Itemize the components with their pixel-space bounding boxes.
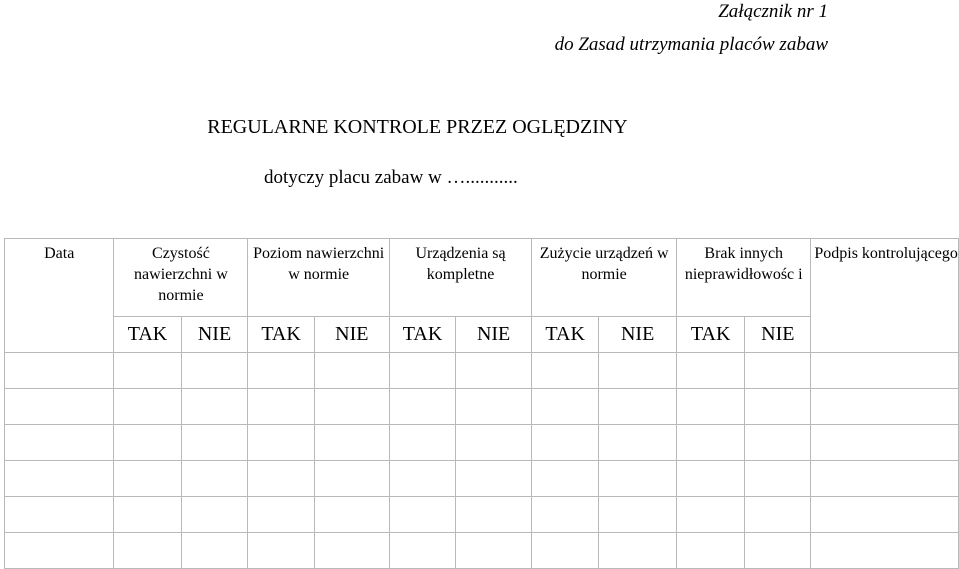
header-inspector-signature: Podpis kontrolującego bbox=[811, 239, 959, 353]
table-cell bbox=[389, 425, 455, 461]
table-cell bbox=[532, 389, 599, 425]
table-cell bbox=[314, 389, 389, 425]
table-cell bbox=[745, 389, 811, 425]
table-cell bbox=[599, 461, 677, 497]
document-subtitle: dotyczy placu zabaw w …........... bbox=[264, 167, 518, 188]
table-row bbox=[5, 353, 959, 389]
table-cell bbox=[389, 461, 455, 497]
table-cell bbox=[599, 425, 677, 461]
table-cell bbox=[745, 353, 811, 389]
table-row bbox=[5, 461, 959, 497]
table-cell bbox=[456, 389, 532, 425]
table-cell bbox=[389, 533, 455, 569]
table-cell bbox=[248, 497, 314, 533]
table-cell bbox=[745, 425, 811, 461]
table-cell bbox=[114, 461, 181, 497]
table-cell bbox=[677, 425, 745, 461]
table-cell bbox=[181, 353, 248, 389]
table-row bbox=[5, 497, 959, 533]
table-cell bbox=[181, 497, 248, 533]
table-cell bbox=[599, 353, 677, 389]
header-row bbox=[5, 239, 959, 317]
table-cell bbox=[114, 533, 181, 569]
header-surface-cleanliness: Czystość nawierzchni w normie bbox=[114, 239, 248, 317]
table-cell bbox=[314, 497, 389, 533]
table-cell bbox=[181, 461, 248, 497]
yes-label: TAK bbox=[248, 317, 314, 353]
table-cell bbox=[114, 389, 181, 425]
table-cell bbox=[745, 533, 811, 569]
table-cell bbox=[456, 533, 532, 569]
table-cell bbox=[5, 389, 114, 425]
table-body bbox=[5, 353, 959, 569]
table-cell bbox=[532, 533, 599, 569]
table-cell bbox=[314, 533, 389, 569]
table-cell bbox=[599, 497, 677, 533]
table-cell bbox=[677, 533, 745, 569]
header-date: Data bbox=[5, 239, 114, 353]
no-label: NIE bbox=[599, 317, 677, 353]
table-cell bbox=[248, 461, 314, 497]
table-cell bbox=[811, 497, 959, 533]
yes-label: TAK bbox=[677, 317, 745, 353]
table-cell bbox=[181, 389, 248, 425]
table-row bbox=[5, 425, 959, 461]
header-equipment-wear: Zużycie urządzeń w normie bbox=[532, 239, 677, 317]
table-cell bbox=[811, 425, 959, 461]
no-label: NIE bbox=[314, 317, 389, 353]
table-cell bbox=[456, 461, 532, 497]
table-cell bbox=[456, 497, 532, 533]
table-row bbox=[5, 389, 959, 425]
table-cell bbox=[248, 533, 314, 569]
no-label: NIE bbox=[181, 317, 248, 353]
table-cell bbox=[811, 389, 959, 425]
table-cell bbox=[5, 461, 114, 497]
table-cell bbox=[599, 533, 677, 569]
table-cell bbox=[181, 425, 248, 461]
table-cell bbox=[677, 497, 745, 533]
table-cell bbox=[532, 497, 599, 533]
header-no-other-irregularities: Brak innych nieprawidłowośc i bbox=[677, 239, 811, 317]
table-cell bbox=[5, 533, 114, 569]
annex-reference: do Zasad utrzymania placów zabaw bbox=[554, 34, 828, 55]
inspection-table bbox=[4, 238, 959, 569]
table-cell bbox=[389, 389, 455, 425]
table-cell bbox=[248, 425, 314, 461]
table-cell bbox=[389, 497, 455, 533]
table-cell bbox=[114, 425, 181, 461]
table-cell bbox=[811, 533, 959, 569]
table-cell bbox=[248, 353, 314, 389]
table-cell bbox=[532, 425, 599, 461]
yes-label: TAK bbox=[532, 317, 599, 353]
table-cell bbox=[599, 389, 677, 425]
table-cell bbox=[811, 461, 959, 497]
no-label: NIE bbox=[745, 317, 811, 353]
table-cell bbox=[677, 389, 745, 425]
table-cell bbox=[677, 353, 745, 389]
table-cell bbox=[745, 461, 811, 497]
table-cell bbox=[389, 353, 455, 389]
table-cell bbox=[5, 425, 114, 461]
document-title: REGULARNE KONTROLE PRZEZ OGLĘDZINY bbox=[207, 116, 628, 138]
yes-label: TAK bbox=[114, 317, 181, 353]
table-cell bbox=[314, 353, 389, 389]
table-cell bbox=[456, 353, 532, 389]
table-cell bbox=[248, 389, 314, 425]
table-cell bbox=[677, 461, 745, 497]
header-surface-level: Poziom nawierzchni w normie bbox=[248, 239, 390, 317]
table-cell bbox=[532, 353, 599, 389]
table-cell bbox=[5, 353, 114, 389]
annex-number: Załącznik nr 1 bbox=[718, 1, 828, 22]
table-cell bbox=[314, 425, 389, 461]
header-equipment-complete: Urządzenia są kompletne bbox=[389, 239, 531, 317]
table-cell bbox=[314, 461, 389, 497]
table-cell bbox=[114, 497, 181, 533]
table-cell bbox=[181, 533, 248, 569]
table-cell bbox=[745, 497, 811, 533]
no-label: NIE bbox=[456, 317, 532, 353]
table-cell bbox=[811, 353, 959, 389]
table-cell bbox=[456, 425, 532, 461]
table-cell bbox=[5, 497, 114, 533]
table-row bbox=[5, 533, 959, 569]
table-cell bbox=[532, 461, 599, 497]
table-cell bbox=[114, 353, 181, 389]
yes-label: TAK bbox=[389, 317, 455, 353]
